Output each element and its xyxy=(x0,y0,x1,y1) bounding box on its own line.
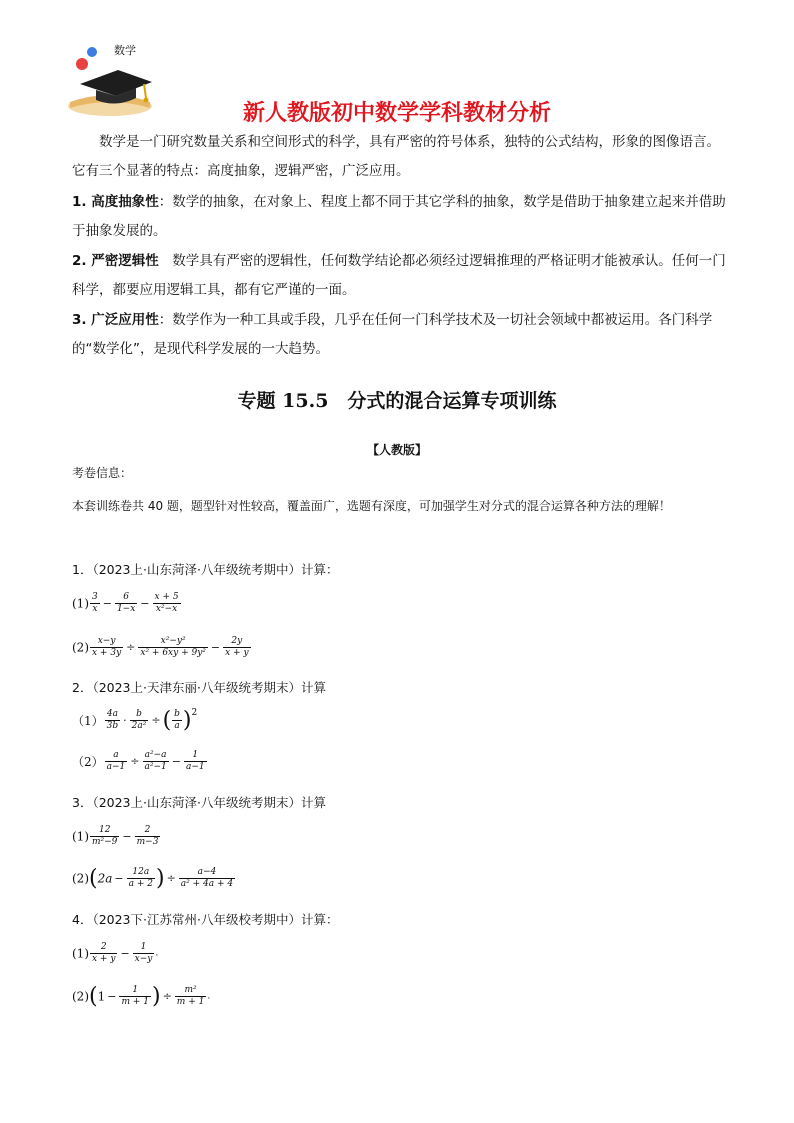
fraction: $\frac{12a}{a + 2}$ xyxy=(128,867,153,889)
fraction: $\frac{\text{m²}}{m + 1}$ xyxy=(176,985,205,1007)
fraction: $\frac{b}{a}$ xyxy=(174,709,180,731)
problem-2-part-2: （2） $\frac{a}{a-1}$ ÷ $\frac{\text{a²−a}}{\text{a²−1}}$ − $\frac{1}{a-1}$ xyxy=(72,750,205,772)
sub-label: （2） xyxy=(72,755,104,769)
fraction: $\frac{x + 5}{\text{x²−x}}$ xyxy=(154,592,179,614)
fraction: $\frac{3}{x}$ xyxy=(92,592,98,614)
sub-label: (2) xyxy=(72,871,89,886)
problem-1-part-1: (1) $\frac{3}{x}$ − $\frac{6}{1-x}$ − $\frac{x + 5}{\text{x²−x}}$ xyxy=(72,592,179,614)
problem-heading: 2．（2023上·天津东丽·八年级统考期末）计算 xyxy=(72,680,326,695)
fraction: $\frac{4a}{3b}$ xyxy=(106,709,119,731)
feature-application xyxy=(72,306,732,364)
page-title: 新人教版初中数学学科教材分析 xyxy=(242,101,551,126)
feature-title: 2. 严密逻辑性 xyxy=(72,253,159,269)
sub-label: (2) xyxy=(72,989,89,1004)
fraction: $\frac{1}{a-1}$ xyxy=(185,750,205,772)
problem-3-part-2: (2)(2a − $\frac{12a}{a + 2}$ ) ÷ $\frac{a-4}{\text{a² + 4a + 4}}$ xyxy=(72,866,234,891)
intro-paragraph: 数学是一门研究数量关系和空间形式的科学，具有严密的符号体系，独特的公式结构，形象的图像语言。它有三个显著的特点：高度抽象，逻辑严密，广泛应用。 xyxy=(72,134,720,179)
problem-3-part-1: (1) $\frac{12}{\text{m²−9}}$ − $\frac{2}{m-3}$ xyxy=(72,825,159,847)
fraction: $\frac{6}{1-x}$ xyxy=(116,592,136,614)
problem-2-part-1: （1） $\frac{4a}{3b}$ · $\frac{b}{\text{2a²}}$ ÷( $\frac{b}{a}$ )$^2$ xyxy=(72,708,198,733)
info-text: 本套训练卷共 40 题，题型针对性较高，覆盖面广，选题有深度，可加强学生对分式的混合运算各种方法的理解！ xyxy=(72,499,671,513)
problem-heading: 1．（2023上·山东菏泽·八年级统考期中）计算： xyxy=(72,562,339,577)
fraction: $\frac{2}{m-3}$ xyxy=(136,825,159,847)
fraction: $\frac{2y}{x + y}$ xyxy=(225,636,249,658)
exponent: 2 xyxy=(191,708,198,718)
sub-label: （1） xyxy=(72,714,104,728)
fraction: $\frac{1}{x-y}$ xyxy=(134,942,153,964)
fraction: $\frac{12}{\text{m²−9}}$ xyxy=(92,825,118,847)
problem-heading: 4．（2023下·江苏常州·八年级校考期中）计算： xyxy=(72,912,339,927)
feature-abstraction xyxy=(72,188,732,246)
fraction: $\frac{1}{m + 1}$ xyxy=(121,985,149,1007)
fraction: $\frac{\text{x²−y²}}{\text{x² + 6xy + 9y²}}$ xyxy=(140,636,206,658)
sub-label: (1) xyxy=(72,829,89,844)
fraction: $\frac{a}{a-1}$ xyxy=(106,750,126,772)
problem-heading: 3．（2023上·山东菏泽·八年级统考期末）计算 xyxy=(72,795,326,810)
info-label: 考卷信息： xyxy=(72,466,133,480)
feature-text: 数学具有严密的逻辑性，任何数学结论都必须经过逻辑推理的严格证明才能被承认。任何一门科学，都要应用逻辑工具，都有它严谨的一面。 xyxy=(72,253,726,298)
sub-label: (1) xyxy=(72,946,89,961)
problem-1-part-2: (2) $\frac{x-y}{x + 3y}$ ÷ $\frac{\text{x²−y²}}{\text{x² + 6xy + 9y²}}$ − $\frac{2y}{x + y}$ xyxy=(72,636,249,658)
feature-text: ：数学的抽象，在对象上、程度上都不同于其它学科的抽象，数学是借助于抽象建立起来并借助于抽象发展的。 xyxy=(72,194,726,239)
topic-title: 专题 15.5 分式的混合运算专项训练 xyxy=(237,390,557,412)
problem-4-part-1: (1) $\frac{2}{x + y}$ − $\frac{1}{x-y}$ . xyxy=(72,942,159,964)
fraction: $\frac{a-4}{\text{a² + 4a + 4}}$ xyxy=(180,867,234,889)
logo-text: 数学 xyxy=(114,44,136,57)
fraction: $\frac{b}{\text{2a²}}$ xyxy=(131,709,147,731)
edition-label: 【人教版】 xyxy=(366,443,427,457)
sub-label: (2) xyxy=(72,640,89,655)
feature-text: ：数学作为一种工具或手段，几乎在任何一门科学技术及一切社会领域中都被运用。各门科学的“数学化”，是现代科学发展的一大趋势。 xyxy=(72,312,713,357)
sub-label: (1) xyxy=(72,596,89,611)
fraction: $\frac{x-y}{x + 3y}$ xyxy=(92,636,122,658)
fraction: $\frac{2}{x + y}$ xyxy=(92,942,116,964)
fraction: $\frac{\text{a²−a}}{\text{a²−1}}$ xyxy=(144,750,167,772)
feature-title: 1. 高度抽象性 xyxy=(72,194,159,210)
feature-title: 3. 广泛应用性 xyxy=(72,312,159,328)
problem-4-part-2: (2)(1 − $\frac{1}{m + 1}$ ) ÷ $\frac{\text{m²}}{m + 1}$ . xyxy=(72,984,211,1009)
feature-logic xyxy=(72,247,732,305)
